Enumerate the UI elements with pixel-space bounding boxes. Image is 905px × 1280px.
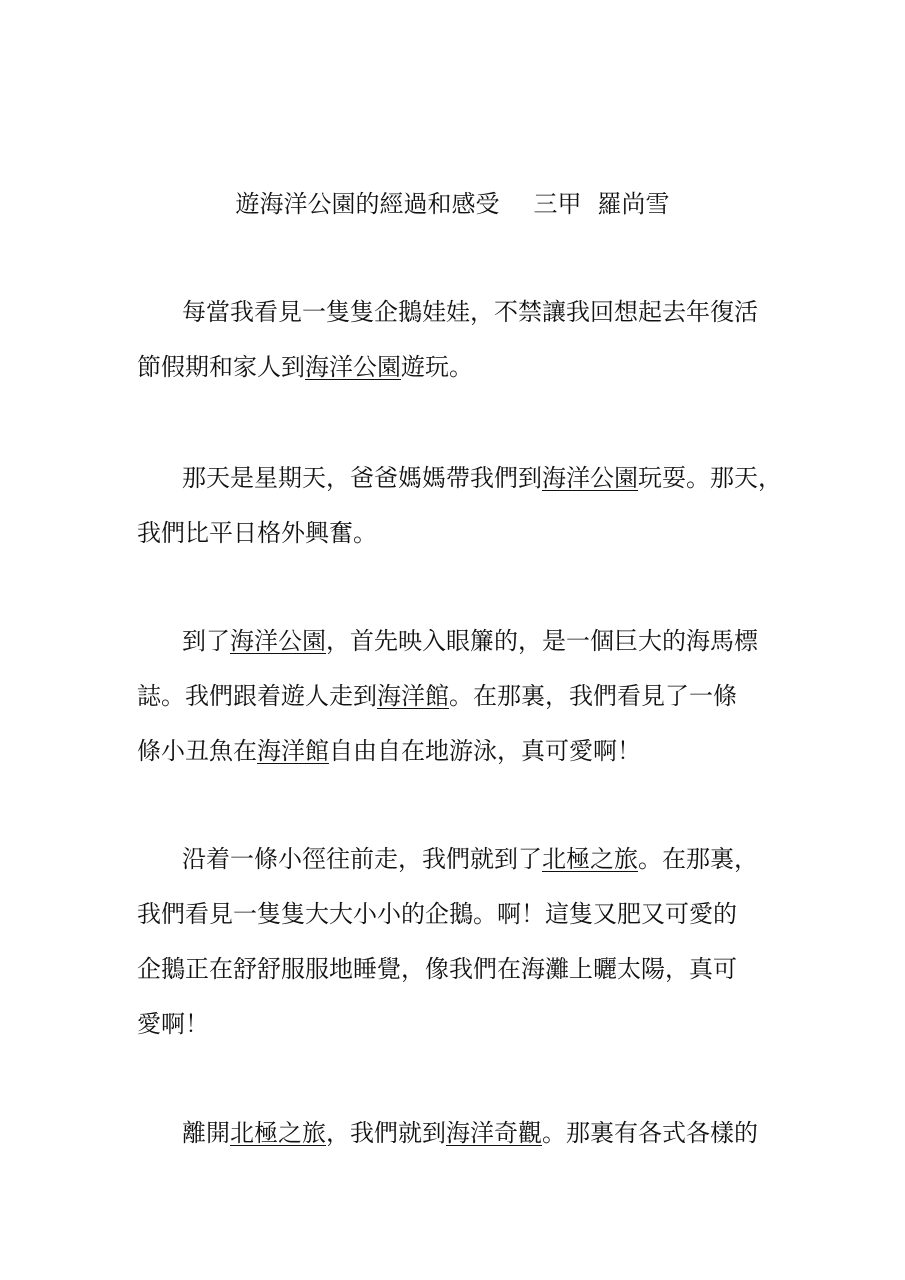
proper-noun-underlined: 海洋館 bbox=[257, 737, 329, 765]
text-line bbox=[137, 285, 797, 340]
text-segment: 沿着一條小徑往前走，我們就到了 bbox=[182, 845, 542, 873]
proper-noun-underlined: 海洋公園 bbox=[230, 627, 326, 655]
paragraph-1 bbox=[137, 285, 797, 395]
text-segment: 我們看見一隻隻大大小小的企鵝。啊！這隻又肥又可愛的 bbox=[137, 900, 737, 928]
text-segment: 條小丑魚在 bbox=[137, 737, 257, 765]
text-segment: 到了 bbox=[182, 627, 230, 655]
text-segment: ，首先映入眼簾的，是一個巨大的海馬標 bbox=[326, 627, 758, 655]
text-segment: 離開 bbox=[182, 1119, 230, 1147]
text-line bbox=[137, 340, 797, 395]
text-segment: 玩耍。那天， bbox=[638, 464, 782, 492]
text-segment: 那天是星期天，爸爸媽媽帶我們到 bbox=[182, 464, 542, 492]
text-line bbox=[137, 832, 797, 887]
text-segment: 。在那裏， bbox=[638, 845, 758, 873]
text-line bbox=[137, 887, 797, 942]
text-line bbox=[137, 997, 797, 1052]
proper-noun-underlined: 北極之旅 bbox=[542, 845, 638, 873]
class-name: 三甲 bbox=[533, 190, 582, 218]
text-segment: 誌。我們跟着遊人走到 bbox=[137, 682, 377, 710]
essay-title bbox=[0, 184, 905, 224]
text-line bbox=[137, 669, 797, 724]
proper-noun-underlined: 海洋館 bbox=[377, 682, 449, 710]
text-segment: 。那裏有各式各樣的 bbox=[542, 1119, 758, 1147]
text-line bbox=[137, 724, 797, 779]
text-line bbox=[137, 614, 797, 669]
text-segment: 節假期和家人到 bbox=[137, 353, 305, 381]
text-line bbox=[137, 451, 797, 506]
text-segment: 我們比平日格外興奮。 bbox=[137, 519, 377, 547]
text-segment: 愛啊！ bbox=[137, 1010, 209, 1038]
paragraph-4 bbox=[137, 832, 797, 1052]
text-segment: 遊玩。 bbox=[401, 353, 473, 381]
text-segment: 自由自在地游泳，真可愛啊！ bbox=[329, 737, 641, 765]
proper-noun-underlined: 海洋奇觀 bbox=[446, 1119, 542, 1147]
text-line bbox=[137, 942, 797, 997]
text-line bbox=[137, 1106, 797, 1161]
proper-noun-underlined: 海洋公園 bbox=[542, 464, 638, 492]
title-text: 遊海洋公園的經過和感受 bbox=[235, 190, 500, 218]
proper-noun-underlined: 北極之旅 bbox=[230, 1119, 326, 1147]
text-line bbox=[137, 506, 797, 561]
paragraph-2 bbox=[137, 451, 797, 561]
text-segment: 企鵝正在舒舒服服地睡覺，像我們在海灘上曬太陽，真可 bbox=[137, 955, 737, 983]
proper-noun-underlined: 海洋公園 bbox=[305, 353, 401, 381]
text-segment: ，我們就到 bbox=[326, 1119, 446, 1147]
text-segment: 每當我看見一隻隻企鵝娃娃，不禁讓我回想起去年復活 bbox=[182, 298, 758, 326]
text-segment: 。在那裏，我們看見了一條 bbox=[449, 682, 737, 710]
paragraph-3 bbox=[137, 614, 797, 779]
paragraph-5 bbox=[137, 1106, 797, 1161]
author-name: 羅尚雪 bbox=[597, 190, 670, 218]
